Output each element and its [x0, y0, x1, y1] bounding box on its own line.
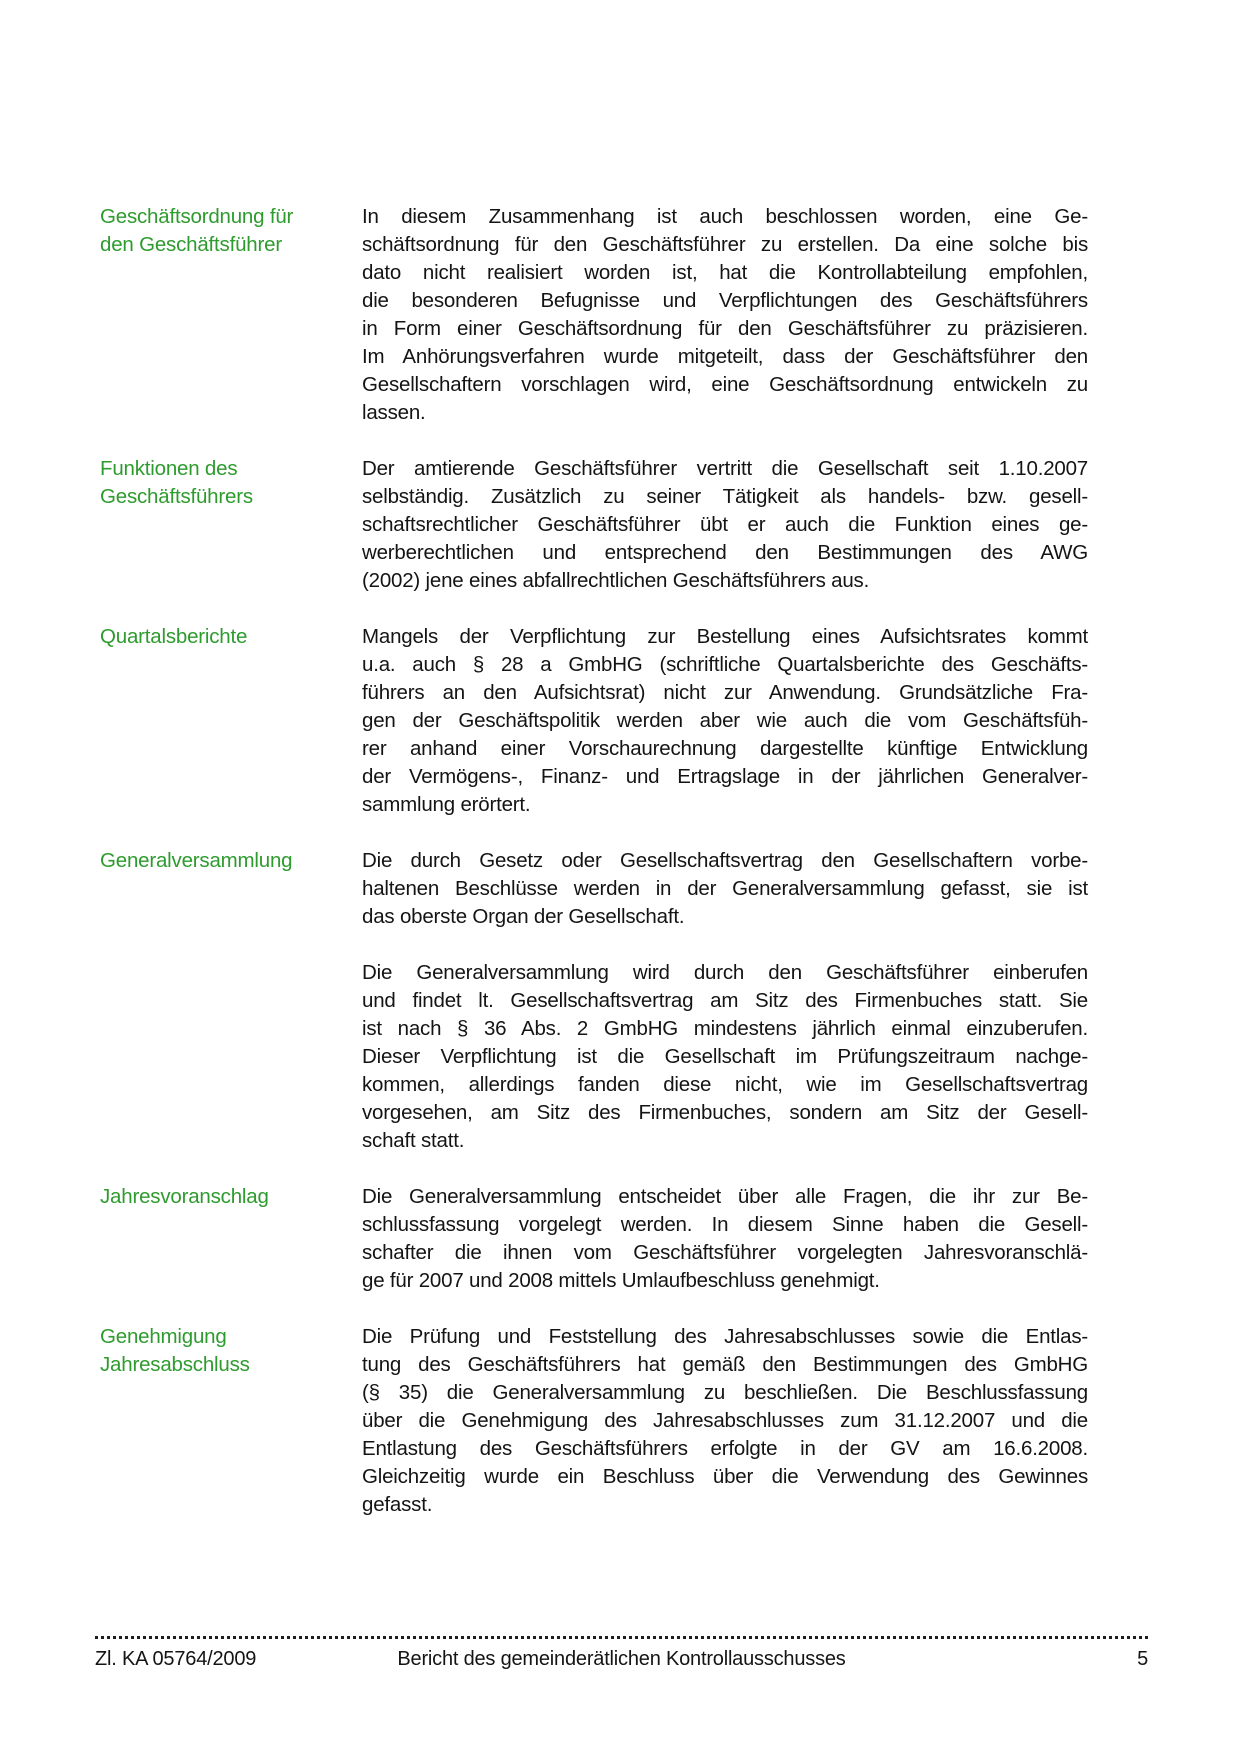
margin-heading [100, 455, 362, 511]
text-line: schaft statt. [362, 1129, 465, 1152]
text-line: sammlung erörtert. [362, 793, 531, 816]
margin-heading-line: den Geschäftsführer [100, 233, 282, 256]
text-line: Die Generalversammlung wird durch den Geschäftsführer einberufen [362, 961, 1088, 984]
section-body-text [362, 1183, 1088, 1295]
report-section [100, 455, 1088, 595]
text-line: Entlastung des Geschäftsführers erfolgte in der GV am 16.6.2008. [362, 1437, 1088, 1460]
text-line: in Form einer Geschäftsordnung für den Geschäftsführer zu präzisieren. [362, 317, 1088, 340]
text-line: das oberste Organ der Gesellschaft. [362, 905, 685, 928]
body-paragraph [362, 1323, 1088, 1519]
section-body-text [362, 455, 1088, 595]
margin-heading-line: Jahresvoranschlag [100, 1185, 269, 1208]
text-line: u.a. auch § 28 a GmbHG (schriftliche Quartalsberichte des Geschäfts- [362, 653, 1088, 676]
text-line: über die Genehmigung des Jahresabschlusses zum 31.12.2007 und die [362, 1409, 1088, 1432]
section-body-text [362, 623, 1088, 819]
body-paragraph [362, 623, 1088, 819]
report-section [100, 1323, 1088, 1519]
text-line: selbständig. Zusätzlich zu seiner Tätigkeit als handels- bzw. gesell- [362, 485, 1088, 508]
text-line: Die durch Gesetz oder Gesellschaftsvertrag den Gesellschaftern vorbe- [362, 849, 1088, 872]
footer-page-number: 5 [1137, 1648, 1148, 1670]
text-line: die besonderen Befugnisse und Verpflichtungen des Geschäftsführers [362, 289, 1088, 312]
text-line: Gesellschaftern vorschlagen wird, eine Geschäftsordnung entwickeln zu [362, 373, 1088, 396]
body-paragraph [362, 959, 1088, 1155]
text-line: dato nicht realisiert worden ist, hat die Kontrollabteilung empfohlen, [362, 261, 1088, 284]
margin-heading [100, 203, 362, 259]
report-section [100, 203, 1088, 427]
text-line: lassen. [362, 401, 426, 424]
text-line: kommen, allerdings fanden diese nicht, wie im Gesellschaftsvertrag [362, 1073, 1088, 1096]
body-paragraph [362, 847, 1088, 931]
margin-heading [100, 847, 362, 875]
page-footer [95, 1646, 1148, 1672]
margin-heading-line: Genehmigung [100, 1325, 227, 1348]
text-line: vorgesehen, am Sitz des Firmenbuches, sondern am Sitz der Gesell- [362, 1101, 1088, 1124]
text-line: In diesem Zusammenhang ist auch beschlossen worden, eine Ge- [362, 205, 1088, 228]
text-line: schäftsordnung für den Geschäftsführer zu erstellen. Da eine solche bis [362, 233, 1088, 256]
text-line: schafter die ihnen vom Geschäftsführer vorgelegten Jahresvoranschlä- [362, 1241, 1088, 1264]
report-section [100, 623, 1088, 819]
section-body-text [362, 1323, 1088, 1519]
margin-heading-line: Geschäftsordnung für [100, 205, 294, 228]
report-section [100, 1183, 1088, 1295]
text-line: tung des Geschäftsführers hat gemäß den Bestimmungen des GmbHG [362, 1353, 1088, 1376]
text-line: führers an den Aufsichtsrat) nicht zur Anwendung. Grundsätzliche Fra- [362, 681, 1088, 704]
text-line: und findet lt. Gesellschaftsvertrag am Sitz des Firmenbuches statt. Sie [362, 989, 1088, 1012]
text-line: gen der Geschäftspolitik werden aber wie auch die vom Geschäftsfüh- [362, 709, 1088, 732]
footer-title: Bericht des gemeinderätlichen Kontrollausschusses [397, 1648, 846, 1670]
margin-heading [100, 1183, 362, 1211]
section-body-text [362, 203, 1088, 427]
body-paragraph [362, 455, 1088, 595]
text-line: schlussfassung vorgelegt werden. In diesem Sinne haben die Gesell- [362, 1213, 1088, 1236]
report-section [100, 847, 1088, 1155]
text-line: Gleichzeitig wurde ein Beschluss über die Verwendung des Gewinnes [362, 1465, 1088, 1488]
text-line: Im Anhörungsverfahren wurde mitgeteilt, dass der Geschäftsführer den [362, 345, 1088, 368]
text-line: Die Prüfung und Feststellung des Jahresabschlusses sowie die Entlas- [362, 1325, 1088, 1348]
text-line: ist nach § 36 Abs. 2 GmbHG mindestens jährlich einmal einzuberufen. [362, 1017, 1088, 1040]
margin-heading [100, 623, 362, 651]
report-content [100, 203, 1088, 1547]
margin-heading-line: Jahresabschluss [100, 1353, 250, 1376]
text-line: der Vermögens-, Finanz- und Ertragslage in der jährlichen Generalver- [362, 765, 1088, 788]
text-line: werberechtlichen und entsprechend den Bestimmungen des AWG [362, 541, 1088, 564]
margin-heading-line: Quartalsberichte [100, 625, 248, 648]
text-line: Mangels der Verpflichtung zur Bestellung eines Aufsichtsrates kommt [362, 625, 1088, 648]
margin-heading [100, 1323, 362, 1379]
section-body-text [362, 847, 1088, 1155]
text-line: Die Generalversammlung entscheidet über alle Fragen, die ihr zur Be- [362, 1185, 1088, 1208]
footer-reference: Zl. KA 05764/2009 [95, 1648, 257, 1670]
text-line: ge für 2007 und 2008 mittels Umlaufbeschluss genehmigt. [362, 1269, 880, 1292]
text-line: (§ 35) die Generalversammlung zu beschließen. Die Beschlussfassung [362, 1381, 1088, 1404]
text-line: rer anhand einer Vorschaurechnung dargestellte künftige Entwicklung [362, 737, 1088, 760]
body-paragraph [362, 1183, 1088, 1295]
margin-heading-line: Funktionen des [100, 457, 238, 480]
footer-divider [95, 1636, 1148, 1639]
text-line: haltenen Beschlüsse werden in der Generalversammlung gefasst, sie ist [362, 877, 1088, 900]
text-line: schaftsrechtlicher Geschäftsführer übt er auch die Funktion eines ge- [362, 513, 1088, 536]
margin-heading-line: Geschäftsführers [100, 485, 253, 508]
text-line: Dieser Verpflichtung ist die Gesellschaft im Prüfungszeitraum nachge- [362, 1045, 1088, 1068]
text-line: gefasst. [362, 1493, 433, 1516]
body-paragraph [362, 203, 1088, 427]
text-line: Der amtierende Geschäftsführer vertritt die Gesellschaft seit 1.10.2007 [362, 457, 1088, 480]
text-line: (2002) jene eines abfallrechtlichen Geschäftsführers aus. [362, 569, 870, 592]
margin-heading-line: Generalversammlung [100, 849, 293, 872]
